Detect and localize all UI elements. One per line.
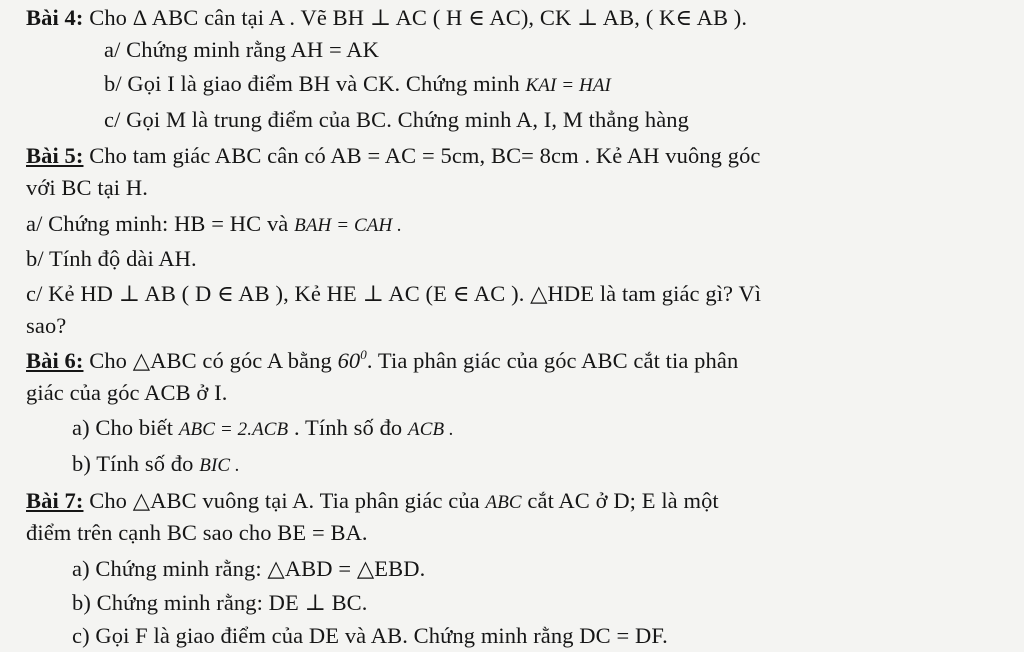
bai7-part-b: b) Chứng minh rằng: DE ⊥ BC. <box>72 590 368 615</box>
bai7-part-c: c) Gọi F là giao điểm của DE và AB. Chứng minh rằng DC = DF. <box>72 623 668 648</box>
bai5-part-a <box>26 210 402 240</box>
bai6-part-a-text2: . Tính số đo <box>288 415 409 440</box>
bai4-intro: Cho Δ ABC cân tại A . Vẽ BH ⊥ AC ( H ∈ AC), CK ⊥ AB, ( K∈ AB ). <box>83 5 748 30</box>
bai7-heading: Bài 7: <box>26 488 84 513</box>
bai4-part-c: c/ Gọi M là trung điểm của BC. Chứng minh A, I, M thẳng hàng <box>104 107 690 132</box>
bai7-intro-post: cắt AC ở D; E là một <box>521 488 719 513</box>
bai5-intro-line <box>26 142 761 170</box>
bai6-intro-2: giác của góc ACB ở I. <box>26 380 228 405</box>
bai6-intro-line <box>26 347 738 375</box>
bai7-intro-2: điểm trên cạnh BC sao cho BE = BA. <box>26 520 368 545</box>
bai4-intro-line <box>26 4 747 32</box>
bai4-part-b <box>104 70 611 100</box>
bai4-part-a: a/ Chứng minh rằng AH = AK <box>104 37 379 62</box>
bai6-heading: Bài 6: <box>26 348 84 373</box>
bai5-part-a-expr: BAH = CAH . <box>294 215 402 236</box>
bai6-intro-post: . Tia phân giác của góc ABC cắt tia phân <box>366 348 739 373</box>
bai6-part-a-expr2: ACB . <box>408 419 454 440</box>
bai6-angle-value: 60 <box>337 348 361 373</box>
bai6-part-b-text: b) Tính số đo <box>72 451 200 476</box>
bai5-part-c-1: c/ Kẻ HD ⊥ AB ( D ∈ AB ), Kẻ HE ⊥ AC (E ∈ AC ). △HDE là tam giác gì? Vì <box>26 281 762 306</box>
bai7-intro-pre: Cho △ABC vuông tại A. Tia phân giác của <box>83 488 486 513</box>
bai6-part-b <box>72 450 240 480</box>
bai5-part-a-text: a/ Chứng minh: HB = HC và <box>26 211 295 236</box>
bai7-part-a: a) Chứng minh rằng: △ABD = △EBD. <box>72 556 426 581</box>
bai5-heading: Bài 5: <box>26 143 84 168</box>
bai4-heading: Bài 4: <box>26 5 84 30</box>
bai7-intro-expr: ABC <box>485 492 522 513</box>
bai6-angle-degree: 0 <box>360 347 367 362</box>
bai6-part-a-text: a) Cho biết <box>72 415 179 440</box>
bai5-intro-2: với BC tại H. <box>26 175 148 200</box>
bai5-part-b: b/ Tính độ dài AH. <box>26 246 197 271</box>
bai6-part-b-expr: BIC . <box>199 455 240 476</box>
bai4-part-b-expr: KAI = HAI <box>525 75 611 96</box>
bai6-part-a-expr: ABC = 2.ACB <box>178 419 289 440</box>
bai6-part-a <box>72 414 454 444</box>
bai5-part-c-2: sao? <box>26 313 67 338</box>
bai7-intro-line <box>26 487 719 517</box>
bai6-intro-pre: Cho △ABC có góc A bằng <box>83 348 338 373</box>
bai5-intro-1: Cho tam giác ABC cân có AB = AC = 5cm, BC= 8cm . Kẻ AH vuông góc <box>83 143 761 168</box>
bai4-part-b-text: b/ Gọi I là giao điểm BH và CK. Chứng minh <box>104 71 526 96</box>
